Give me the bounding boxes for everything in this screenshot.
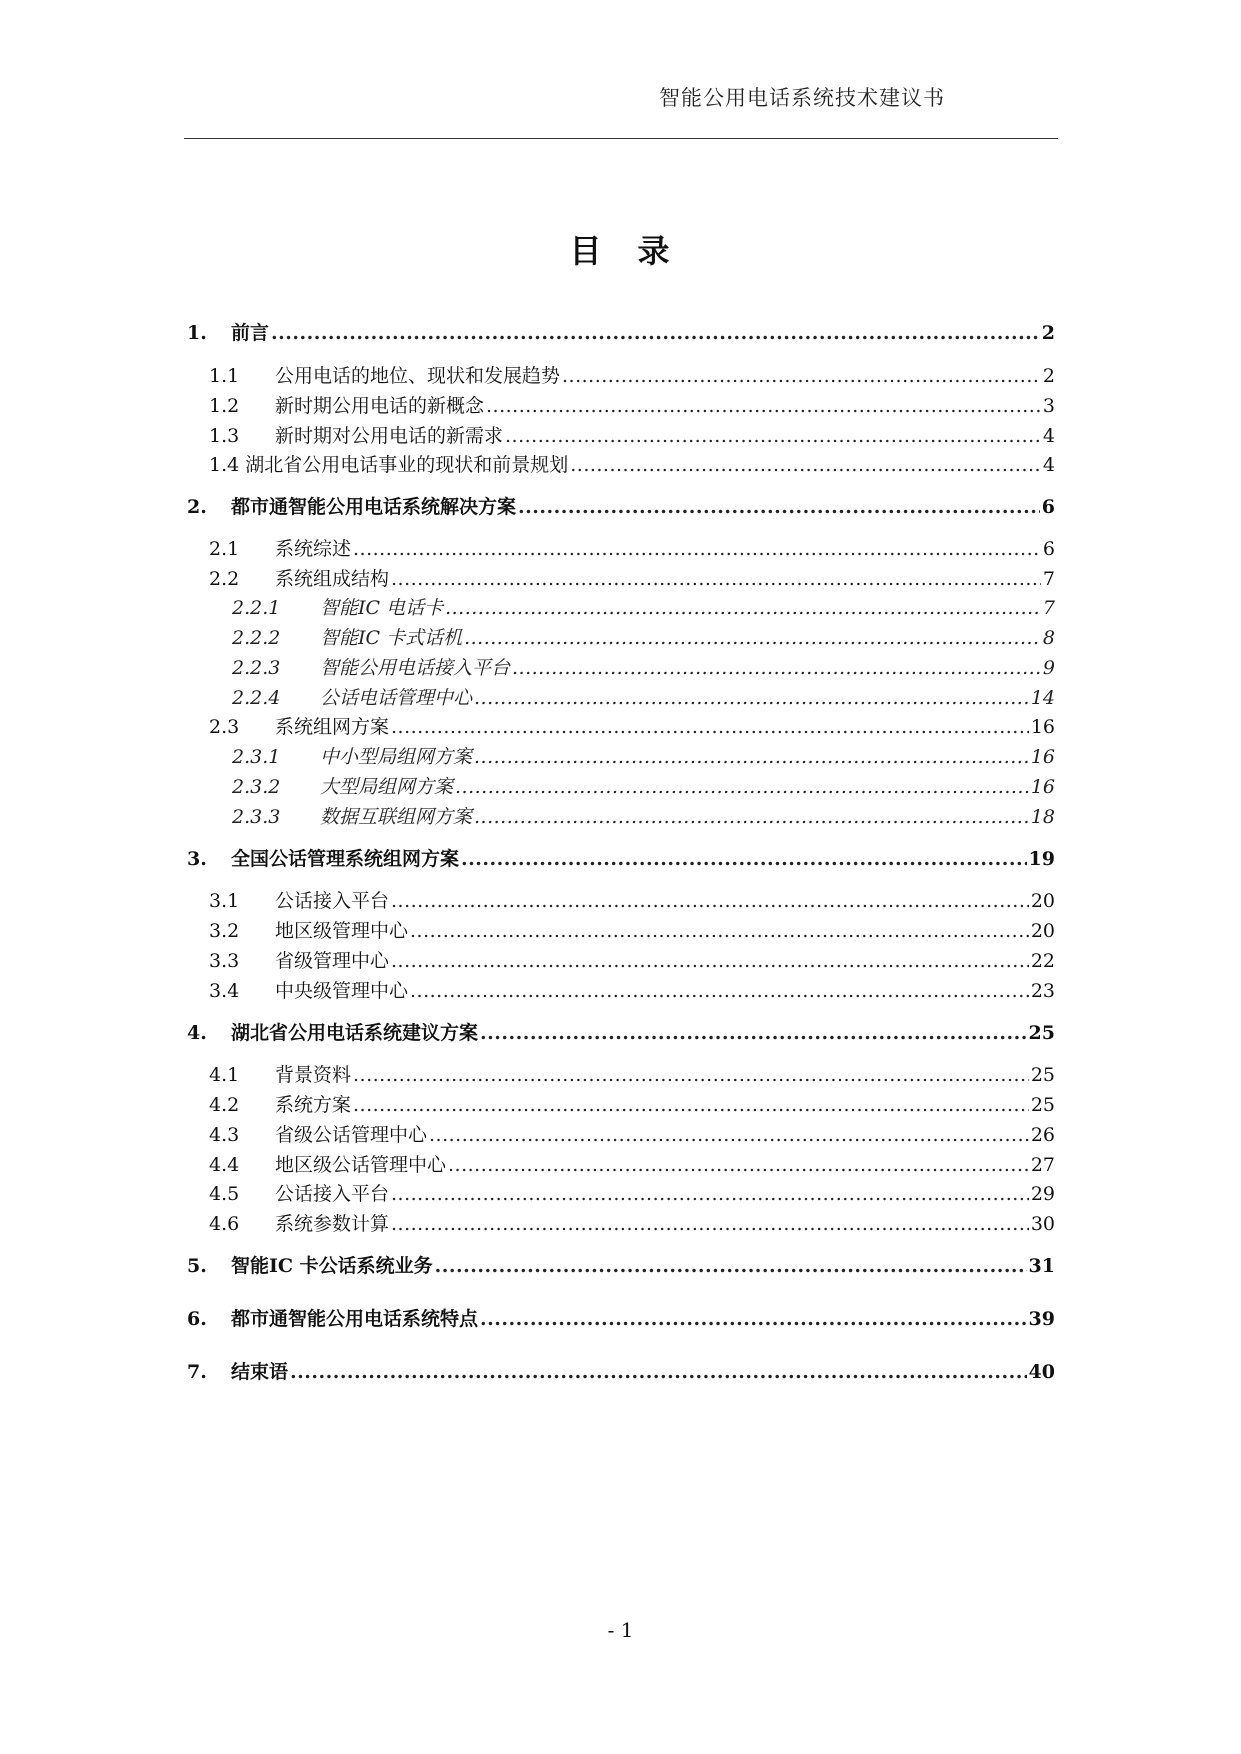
toc-entry[interactable] [187, 1252, 1055, 1280]
toc-entry-page: 7 [1042, 568, 1055, 590]
toc-entry[interactable] [187, 1358, 1055, 1386]
toc-entry[interactable] [187, 773, 1055, 801]
toc-entry-title: 都市通智能公用电话系统解决方案 [231, 496, 517, 518]
toc-entry[interactable] [187, 362, 1055, 390]
toc-entry-title: 湖北省公用电话系统建议方案 [231, 1022, 479, 1044]
toc-entry-page: 6 [1041, 496, 1055, 518]
toc-entry[interactable] [187, 713, 1055, 741]
toc-entry-title: 公话接入平台 [275, 890, 390, 912]
toc-dot-leader [353, 535, 1041, 563]
toc-entry-number: 4.2 [209, 1094, 240, 1116]
toc-entry-title: 结束语 [231, 1361, 289, 1383]
toc-entry-number: 4.5 [209, 1183, 240, 1205]
toc-entry-page: 20 [1030, 920, 1055, 942]
toc-dot-leader [391, 1210, 1029, 1238]
toc-entry-title: 系统组成结构 [275, 568, 390, 590]
toc-entry-page: 27 [1030, 1154, 1055, 1176]
toc-entry-number: 4.6 [209, 1213, 240, 1235]
toc-entry[interactable] [187, 845, 1055, 873]
toc-dot-leader [353, 1091, 1029, 1119]
toc-entry-title: 都市通智能公用电话系统特点 [231, 1308, 479, 1330]
toc-entry-number: 2.3.1 [232, 746, 281, 768]
toc-dot-leader [391, 1180, 1029, 1208]
toc-entry[interactable] [187, 1151, 1055, 1179]
toc-entry[interactable] [187, 565, 1055, 593]
toc-entry-title: 全国公话管理系统组网方案 [231, 848, 460, 870]
toc-entry-title: 中小型局组网方案 [320, 746, 473, 768]
toc-entry-number: 4. [187, 1022, 207, 1044]
toc-entry[interactable] [187, 1210, 1055, 1238]
toc-entry-title: 新时期公用电话的新概念 [275, 395, 485, 417]
footer-page-number: - 1 [607, 1618, 634, 1642]
toc-dot-leader [435, 1252, 1027, 1280]
toc-entry-page: 6 [1042, 538, 1055, 560]
toc-entry-number: 6. [187, 1308, 207, 1330]
toc-entry-number: 2.1 [209, 538, 240, 560]
toc-entry-page: 26 [1030, 1124, 1055, 1146]
toc-entry-title: 背景资料 [275, 1064, 352, 1086]
toc-entry-page: 31 [1028, 1255, 1055, 1277]
toc-entry[interactable] [187, 493, 1055, 521]
toc-entry[interactable] [187, 624, 1055, 652]
toc-dot-leader [353, 1061, 1029, 1089]
toc-entry[interactable] [187, 1305, 1055, 1333]
toc-entry-number: 2.2 [209, 568, 240, 590]
toc-entry[interactable] [187, 594, 1055, 622]
toc-entry-number: 1. [187, 322, 207, 344]
toc-entry-title: 前言 [231, 322, 270, 344]
toc-entry-number: 2.3 [209, 716, 240, 738]
toc-entry-title: 系统组网方案 [275, 716, 390, 738]
toc-dot-leader [486, 392, 1041, 420]
toc-entry-title: 中央级管理中心 [275, 980, 409, 1002]
toc-dot-leader [448, 1151, 1029, 1179]
toc-dot-leader [505, 422, 1041, 450]
toc-entry-page: 16 [1030, 746, 1055, 768]
toc-entry[interactable] [187, 977, 1055, 1005]
toc-entry-number: 3. [187, 848, 207, 870]
toc-entry-title: 系统综述 [275, 538, 352, 560]
toc-dot-leader [271, 319, 1040, 347]
toc-title: 目 录 [569, 232, 672, 270]
header-title: 智能公用电话系统技术建议书 [659, 86, 945, 110]
toc-entry-title: 大型局组网方案 [320, 776, 454, 798]
toc-entry-number: 7. [187, 1361, 207, 1383]
toc-entry-page: 3 [1042, 395, 1055, 417]
toc-entry[interactable] [187, 684, 1055, 712]
toc-entry-page: 40 [1028, 1361, 1055, 1383]
toc-entry-page: 25 [1030, 1064, 1055, 1086]
toc-dot-leader [464, 624, 1041, 652]
toc-dot-leader [429, 1121, 1029, 1149]
toc-entry-title: 省级管理中心 [275, 950, 390, 972]
header-rule [184, 138, 1058, 139]
toc-entry-number: 2.3.3 [232, 806, 281, 828]
toc-entry[interactable] [187, 422, 1055, 450]
toc-entry-number: 2.2.1 [232, 597, 281, 619]
toc-dot-leader [290, 1358, 1027, 1386]
toc-entry-number: 1.4 [209, 454, 240, 476]
toc-entry-number: 1.2 [209, 395, 240, 417]
toc-dot-leader [474, 743, 1029, 771]
toc-entry-title: 数据互联组网方案 [320, 806, 473, 828]
toc-entry[interactable] [187, 451, 1055, 479]
toc-dot-leader [391, 565, 1041, 593]
toc-entry-page: 4 [1042, 454, 1055, 476]
toc-entry-title: 湖北省公用电话事业的现状和前景规划 [245, 454, 569, 476]
toc-entry[interactable] [187, 803, 1055, 831]
toc-entry-number: 4.1 [209, 1064, 240, 1086]
toc-dot-leader [410, 917, 1029, 945]
toc-dot-leader [391, 887, 1029, 915]
toc-dot-leader [518, 493, 1040, 521]
toc-entry-number: 3.1 [209, 890, 240, 912]
toc-entry-page: 23 [1030, 980, 1055, 1002]
toc-entry-number: 3.4 [209, 980, 240, 1002]
toc-entry-page: 8 [1042, 627, 1055, 649]
toc-dot-leader [512, 654, 1041, 682]
toc-entry-title: 地区级公话管理中心 [275, 1154, 447, 1176]
toc-entry-number: 1.3 [209, 425, 240, 447]
toc-entry[interactable] [187, 1180, 1055, 1208]
toc-dot-leader [455, 773, 1029, 801]
toc-entry-number: 3.2 [209, 920, 240, 942]
toc-entry-page: 25 [1030, 1094, 1055, 1116]
toc-dot-leader [474, 803, 1029, 831]
toc-entry-title: 智能IC 卡公话系统业务 [231, 1255, 433, 1277]
toc-entry[interactable] [187, 947, 1055, 975]
toc-entry[interactable] [187, 887, 1055, 915]
toc-entry-number: 2.2.2 [232, 627, 281, 649]
toc-entry[interactable] [187, 1121, 1055, 1149]
toc-entry[interactable] [187, 392, 1055, 420]
toc-entry-number: 3.3 [209, 950, 240, 972]
toc-entry-page: 2 [1041, 322, 1055, 344]
toc-entry-page: 9 [1042, 657, 1055, 679]
toc-entry-number: 2.2.3 [232, 657, 281, 679]
toc-entry-page: 18 [1030, 806, 1055, 828]
toc-entry-page: 16 [1030, 776, 1055, 798]
toc-dot-leader [461, 845, 1027, 873]
toc-entry-page: 16 [1030, 716, 1055, 738]
toc-entry-title: 智能IC 电话卡 [320, 597, 444, 619]
toc-entry[interactable] [187, 319, 1055, 347]
toc-dot-leader [562, 362, 1041, 390]
toc-entry-page: 7 [1042, 597, 1055, 619]
toc-entry-title: 系统方案 [275, 1094, 352, 1116]
toc-entry-number: 2.2.4 [232, 687, 281, 709]
toc-entry-number: 2. [187, 496, 207, 518]
toc-entry-title: 智能IC 卡式话机 [320, 627, 463, 649]
toc-entry[interactable] [187, 1019, 1055, 1047]
toc-entry-number: 2.3.2 [232, 776, 281, 798]
toc-entry-page: 25 [1028, 1022, 1055, 1044]
toc-entry-title: 智能公用电话接入平台 [320, 657, 511, 679]
toc-dot-leader [410, 977, 1029, 1005]
toc-entry-page: 19 [1028, 848, 1055, 870]
toc-entry-number: 4.4 [209, 1154, 240, 1176]
toc-entry[interactable] [187, 535, 1055, 563]
toc-entry[interactable] [187, 1091, 1055, 1119]
toc-entry-title: 系统参数计算 [275, 1213, 390, 1235]
toc-entry-page: 39 [1028, 1308, 1055, 1330]
toc-entry-page: 22 [1030, 950, 1055, 972]
toc-entry[interactable] [187, 743, 1055, 771]
toc-dot-leader [391, 713, 1029, 741]
toc-entry-page: 4 [1042, 425, 1055, 447]
toc-entry-number: 1.1 [209, 365, 240, 387]
toc-dot-leader [480, 1019, 1027, 1047]
toc-entry-page: 30 [1030, 1213, 1055, 1235]
toc-entry-number: 4.3 [209, 1124, 240, 1146]
toc-entry-title: 公话电话管理中心 [320, 687, 473, 709]
toc-entry-page: 14 [1030, 687, 1055, 709]
toc-entry-page: 2 [1042, 365, 1055, 387]
toc-entry-title: 公话接入平台 [275, 1183, 390, 1205]
toc-entry[interactable] [187, 917, 1055, 945]
toc-entry-number: 5. [187, 1255, 207, 1277]
toc-dot-leader [445, 594, 1041, 622]
toc-dot-leader [570, 451, 1041, 479]
toc-entry-page: 29 [1030, 1183, 1055, 1205]
toc-entry[interactable] [187, 654, 1055, 682]
toc-entry-title: 地区级管理中心 [275, 920, 409, 942]
toc-entry-title: 省级公话管理中心 [275, 1124, 428, 1146]
toc-dot-leader [391, 947, 1029, 975]
toc-entry-title: 新时期对公用电话的新需求 [275, 425, 504, 447]
toc-entry[interactable] [187, 1061, 1055, 1089]
toc-entry-page: 20 [1030, 890, 1055, 912]
toc-dot-leader [474, 684, 1029, 712]
toc-entry-title: 公用电话的地位、现状和发展趋势 [275, 365, 561, 387]
toc-dot-leader [480, 1305, 1027, 1333]
